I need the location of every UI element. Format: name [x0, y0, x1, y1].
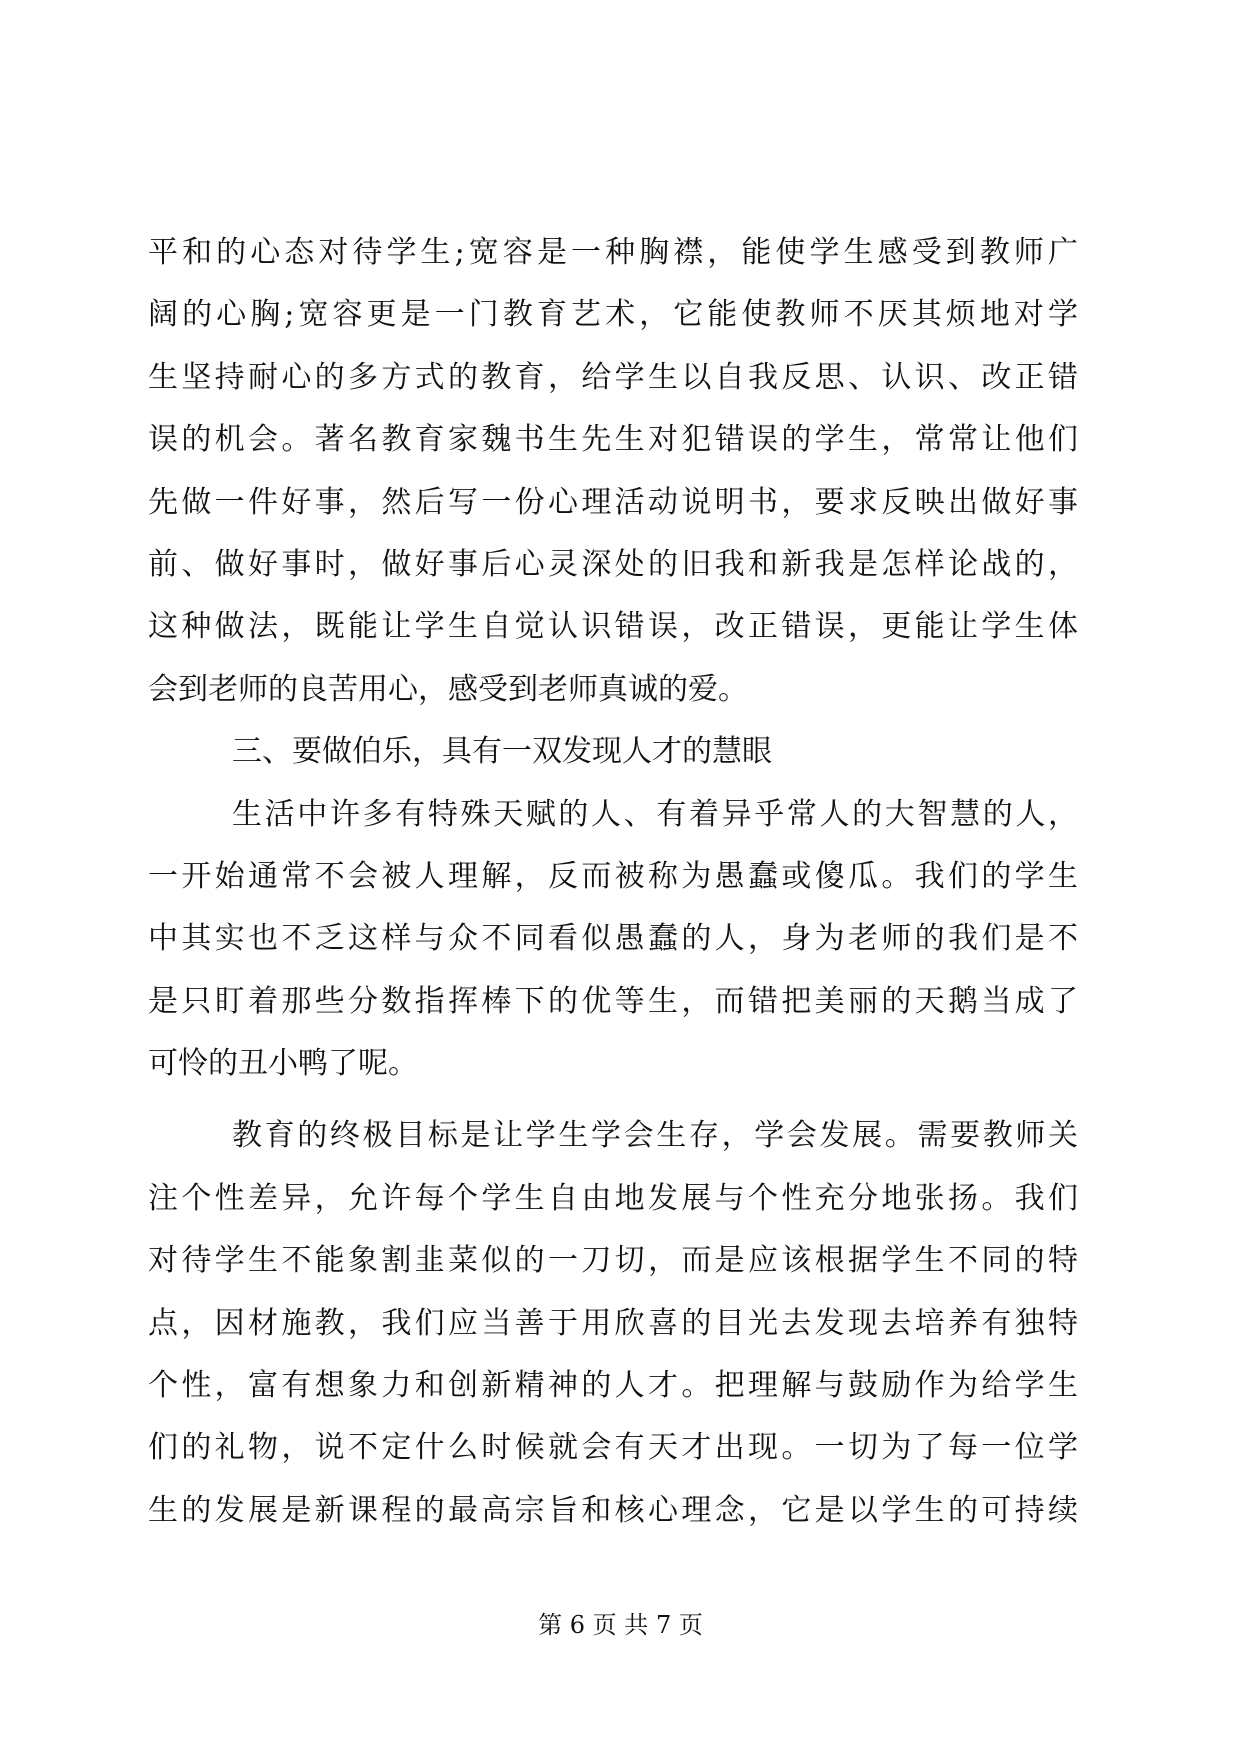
text-line: 注个性差异，允许每个学生自由地发展与个性充分地张扬。我们 [148, 1180, 1078, 1216]
text-line: 会到老师的良苦用心，感受到老师真诚的爱。 [148, 671, 748, 707]
text-line: 生坚持耐心的多方式的教育，给学生以自我反思、认识、改正错 [148, 359, 1078, 395]
text-line: 中其实也不乏这样与众不同看似愚蠢的人，身为老师的我们是不 [148, 921, 1078, 957]
body-text [148, 222, 1078, 1542]
text-line: 前、做好事时，做好事后心灵深处的旧我和新我是怎样论战的， [148, 546, 1078, 582]
text-line: 教育的终极目标是让学生学会生存，学会发展。需要教师关 [232, 1118, 1078, 1154]
text-line: 生活中许多有特殊天赋的人、有着异乎常人的大智慧的人， [232, 796, 1078, 832]
text-line: 这种做法，既能让学生自觉认识错误，改正错误，更能让学生体 [148, 609, 1078, 645]
text-line: 误的机会。著名教育家魏书生先生对犯错误的学生，常常让他们 [148, 422, 1078, 458]
text-line: 对待学生不能象割韭菜似的一刀切，而是应该根据学生不同的特 [148, 1243, 1078, 1279]
page-number-footer: 第 6 页 共 7 页 [538, 1611, 703, 1639]
text-line: 先做一件好事，然后写一份心理活动说明书，要求反映出做好事 [148, 484, 1078, 520]
text-line: 是只盯着那些分数指挥棒下的优等生，而错把美丽的天鹅当成了 [148, 983, 1078, 1019]
text-line: 个性，富有想象力和创新精神的人才。把理解与鼓励作为给学生 [148, 1368, 1078, 1404]
text-line: 点，因材施教，我们应当善于用欣喜的目光去发现去培养有独特 [148, 1305, 1078, 1341]
text-line: 可怜的丑小鸭了呢。 [148, 1046, 418, 1082]
text-line: 阔的心胸;宽容更是一门教育艺术，它能使教师不厌其烦地对学 [148, 297, 1078, 333]
text-line: 一开始通常不会被人理解，反而被称为愚蠢或傻瓜。我们的学生 [148, 858, 1078, 894]
section-heading: 三、要做伯乐，具有一双发现人才的慧眼 [232, 734, 772, 770]
text-line: 们的礼物，说不定什么时候就会有天才出现。一切为了每一位学 [148, 1430, 1078, 1466]
text-line: 生的发展是新课程的最高宗旨和核心理念，它是以学生的可持续 [148, 1492, 1078, 1528]
text-line: 平和的心态对待学生;宽容是一种胸襟，能使学生感受到教师广 [148, 235, 1078, 270]
